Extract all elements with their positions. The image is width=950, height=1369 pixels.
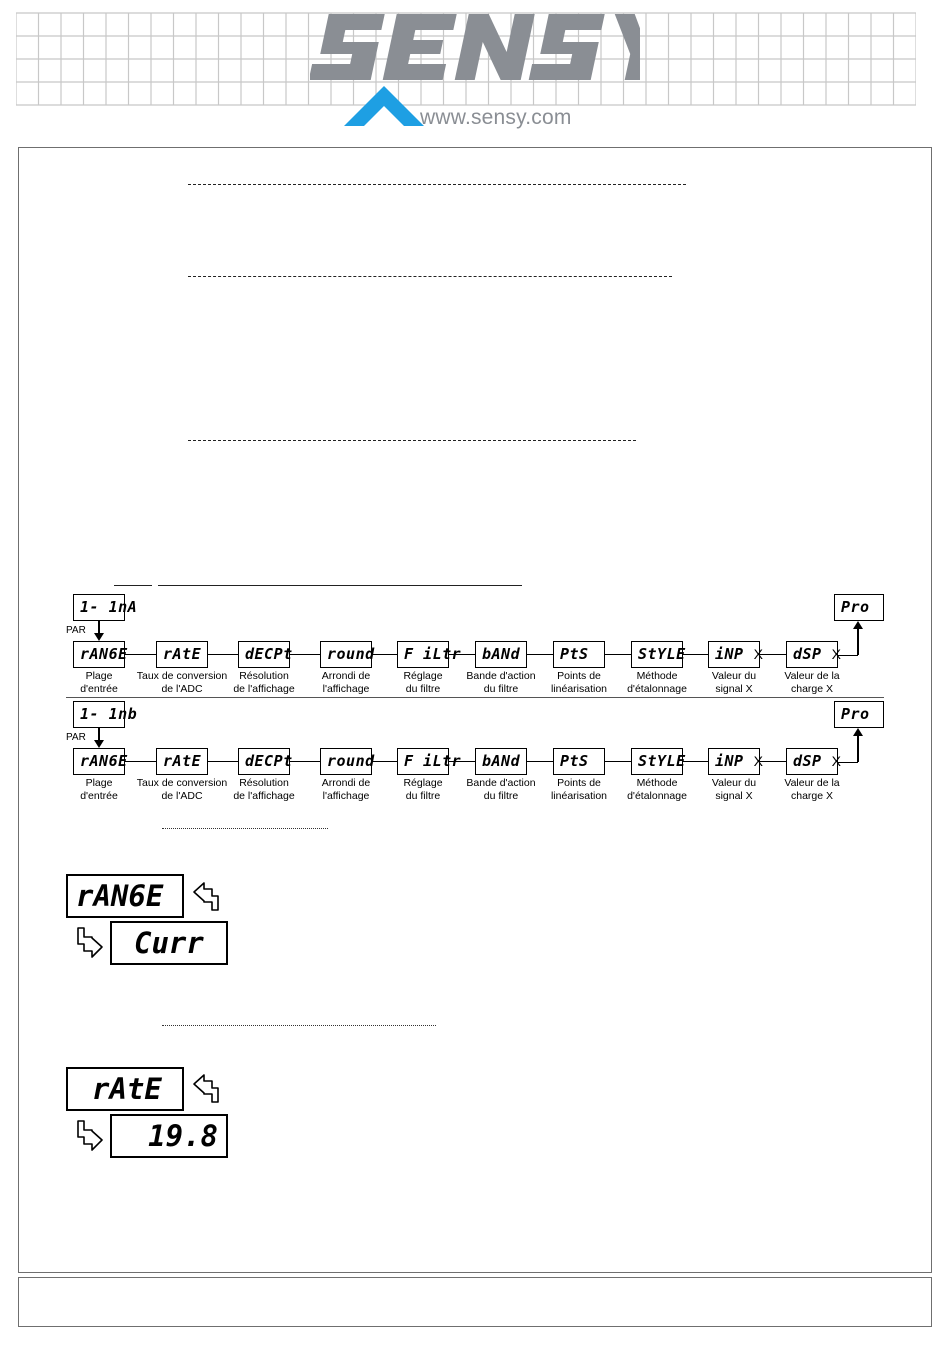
flow-step-pts[interactable] xyxy=(553,748,605,775)
flow-step-filtr[interactable] xyxy=(397,748,462,775)
step-label: Réglage xyxy=(403,670,443,682)
section-rule xyxy=(162,828,328,829)
rate-value-display xyxy=(110,1114,228,1158)
step-label: Valeur de la xyxy=(784,670,840,682)
flow-connector xyxy=(125,654,156,655)
up-arrow-icon xyxy=(852,621,864,655)
step-label: de l'ADC xyxy=(161,790,203,802)
step-label: signal X xyxy=(715,790,753,802)
step-label: Arrondi de xyxy=(321,670,371,682)
step-label: Résolution xyxy=(239,777,289,789)
step-label: de l'affichage xyxy=(233,683,295,695)
step-label: du filtre xyxy=(405,683,441,695)
flow-row-divider xyxy=(66,697,884,698)
flow-step-rate[interactable] xyxy=(156,641,208,668)
flow-connector xyxy=(372,761,397,762)
website-url[interactable]: www.sensy.com xyxy=(420,106,572,129)
step-label: Méthode xyxy=(636,670,678,682)
flow-connector xyxy=(208,654,238,655)
up-arrow-icon xyxy=(852,728,864,762)
step-suffix: X xyxy=(831,646,842,662)
range-param-text: rAN6E xyxy=(76,879,164,913)
section-rule xyxy=(158,585,522,586)
step-label: du filtre xyxy=(483,790,519,802)
step-label: d'entrée xyxy=(80,683,118,695)
step-label: Points de xyxy=(557,777,601,789)
flow-step-filtr[interactable] xyxy=(397,641,462,668)
down-arrow-icon xyxy=(93,621,105,641)
step-label: Bande d'action xyxy=(466,777,536,789)
section-rule xyxy=(162,1025,436,1026)
flow-step-style[interactable] xyxy=(631,641,686,668)
flow-step-ran6e[interactable] xyxy=(73,641,128,668)
step-code: StYLE xyxy=(638,752,686,770)
flow-step-decpt[interactable] xyxy=(238,748,293,775)
step-label: de l'ADC xyxy=(161,683,203,695)
step-label: linéarisation xyxy=(550,683,608,695)
step-label: signal X xyxy=(715,683,753,695)
flow-connector xyxy=(372,654,397,655)
step-label: Réglage xyxy=(403,777,443,789)
flow-step-style[interactable] xyxy=(631,748,686,775)
flow-start-box[interactable]: 1- 1nb xyxy=(73,701,125,728)
flow-connector xyxy=(527,654,553,655)
step-label: du filtre xyxy=(483,683,519,695)
step-suffix: X xyxy=(831,753,842,769)
step-code: dECPt xyxy=(245,645,293,663)
step-label: Résolution xyxy=(239,670,289,682)
flow-step-dsp[interactable] xyxy=(786,641,842,668)
step-code: rAtE xyxy=(163,645,202,663)
rate-param-display xyxy=(66,1067,184,1111)
step-label: d'étalonnage xyxy=(627,683,687,695)
step-label: linéarisation xyxy=(550,790,608,802)
step-label: du filtre xyxy=(405,790,441,802)
step-label: Valeur du xyxy=(711,777,757,789)
step-suffix: X xyxy=(753,646,764,662)
flow-step-ran6e[interactable] xyxy=(73,748,128,775)
step-code: rAN6E xyxy=(80,645,128,663)
back-arrow-icon xyxy=(190,880,224,914)
back-arrow-icon xyxy=(190,1072,224,1106)
flow-connector xyxy=(760,654,786,655)
step-label: charge X xyxy=(790,790,834,802)
step-code: iNP xyxy=(715,645,744,663)
step-label: Arrondi de xyxy=(321,777,371,789)
flow-step-round[interactable] xyxy=(320,641,375,668)
rate-value-text: 19.8 xyxy=(148,1119,218,1153)
step-code: rAN6E xyxy=(80,752,128,770)
step-label: Méthode xyxy=(636,777,678,789)
section-rule xyxy=(188,184,686,185)
section-rule xyxy=(114,585,152,586)
flow-connector xyxy=(208,761,238,762)
step-code: dSP xyxy=(793,752,822,770)
flow-end-box[interactable]: Pro xyxy=(834,594,884,621)
step-suffix: X xyxy=(753,753,764,769)
range-value-text: Curr xyxy=(134,926,204,960)
flow-start-box[interactable]: 1- 1nA xyxy=(73,594,125,621)
flow-connector xyxy=(290,761,320,762)
section-rule xyxy=(188,440,636,441)
flow-connector xyxy=(125,761,156,762)
step-label: l'affichage xyxy=(322,683,370,695)
step-label: charge X xyxy=(790,683,834,695)
step-code: StYLE xyxy=(638,645,686,663)
flow-step-round[interactable] xyxy=(320,748,375,775)
flow-connector xyxy=(683,761,708,762)
step-code: PtS xyxy=(560,645,589,663)
forward-arrow-icon xyxy=(72,1117,106,1153)
step-label: Points de xyxy=(557,670,601,682)
step-code: rAtE xyxy=(163,752,202,770)
step-code: F iLtr xyxy=(404,752,462,770)
step-code: round xyxy=(327,645,375,663)
range-param-display xyxy=(66,874,184,918)
step-label: d'étalonnage xyxy=(627,790,687,802)
step-label: Valeur de la xyxy=(784,777,840,789)
step-code: iNP xyxy=(715,752,744,770)
step-code: F iLtr xyxy=(404,645,462,663)
section-rule xyxy=(188,276,672,277)
step-code: bANd xyxy=(482,645,521,663)
step-label: l'affichage xyxy=(322,790,370,802)
flow-connector xyxy=(527,761,553,762)
flow-step-rate[interactable] xyxy=(156,748,208,775)
flow-connector xyxy=(449,761,475,762)
step-label: Taux de conversion xyxy=(136,777,228,789)
range-value-display xyxy=(110,921,228,965)
flow-step-inp[interactable] xyxy=(708,641,764,668)
step-code: PtS xyxy=(560,752,589,770)
down-arrow-icon xyxy=(93,728,105,748)
flow-step-band[interactable] xyxy=(475,748,527,775)
flow-connector xyxy=(760,761,786,762)
step-code: bANd xyxy=(482,752,521,770)
step-label: Plage xyxy=(85,777,113,789)
par-key-label: PAR xyxy=(66,625,86,636)
flow-connector xyxy=(683,654,708,655)
step-code: round xyxy=(327,752,375,770)
flow-step-decpt[interactable] xyxy=(238,641,293,668)
flow-end-box[interactable]: Pro xyxy=(834,701,884,728)
flow-step-band[interactable] xyxy=(475,641,527,668)
flow-step-dsp[interactable] xyxy=(786,748,842,775)
logo-triangle-icon xyxy=(344,86,424,126)
flow-connector xyxy=(290,654,320,655)
rate-param-text: rAtE xyxy=(92,1072,162,1106)
step-label: d'entrée xyxy=(80,790,118,802)
step-label: Taux de conversion xyxy=(136,670,228,682)
flow-connector xyxy=(605,654,631,655)
forward-arrow-icon xyxy=(72,924,106,960)
footer-frame xyxy=(18,1277,932,1327)
step-label: de l'affichage xyxy=(233,790,295,802)
step-code: dECPt xyxy=(245,752,293,770)
step-code: dSP xyxy=(793,645,822,663)
par-key-label: PAR xyxy=(66,732,86,743)
step-label: Plage xyxy=(85,670,113,682)
flow-connector xyxy=(605,761,631,762)
flow-step-inp[interactable] xyxy=(708,748,764,775)
flow-step-pts[interactable] xyxy=(553,641,605,668)
step-label: Valeur du xyxy=(711,670,757,682)
flow-connector xyxy=(449,654,475,655)
step-label: Bande d'action xyxy=(466,670,536,682)
